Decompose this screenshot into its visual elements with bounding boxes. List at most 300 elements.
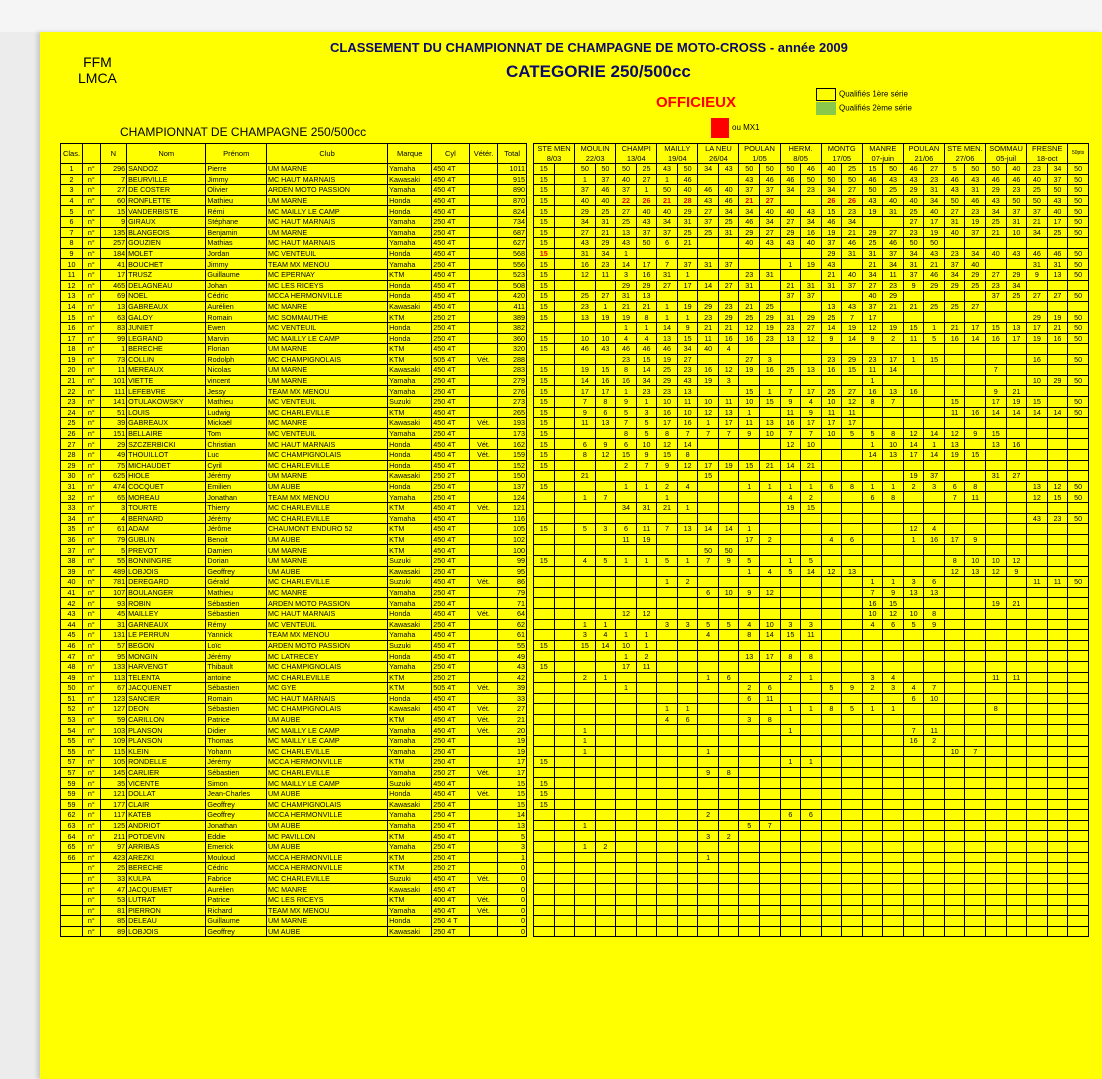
table-row <box>61 555 527 566</box>
score-cell: 15 <box>965 450 986 461</box>
table-row <box>61 598 527 609</box>
score-cell: 23 <box>616 354 637 365</box>
score-cell: 16 <box>862 598 883 609</box>
score-cell <box>986 831 1007 842</box>
score-cell <box>801 714 822 725</box>
score-cell <box>1006 375 1027 386</box>
score-cell: 25 <box>883 185 904 196</box>
cell: UM MARNE <box>266 164 387 175</box>
score-cell <box>924 503 945 514</box>
score-cell <box>760 873 781 884</box>
score-cell <box>534 714 555 725</box>
score-cell <box>924 545 945 556</box>
score-cell: 10 <box>718 587 739 598</box>
cell <box>469 672 498 683</box>
score-cell: 7 <box>862 587 883 598</box>
results-row <box>534 164 1089 175</box>
cell: MC CHARLEVILLE <box>266 460 387 471</box>
score-cell <box>554 916 575 927</box>
score-cell: 16 <box>1027 354 1048 365</box>
score-cell <box>842 789 863 800</box>
score-cell: 15 <box>534 524 555 535</box>
score-cell <box>739 259 760 270</box>
bonus-cell <box>1068 852 1089 863</box>
score-cell <box>657 746 678 757</box>
score-cell: 17 <box>1027 322 1048 333</box>
score-cell: 40 <box>698 344 719 355</box>
cell: 450 4T <box>432 640 469 651</box>
score-cell: 15 <box>842 365 863 376</box>
results-row <box>534 736 1089 747</box>
cell <box>61 916 83 927</box>
cell: SANDOZ <box>127 164 206 175</box>
score-cell: 1 <box>575 746 596 757</box>
cell: 19 <box>61 354 83 365</box>
score-cell: 27 <box>862 280 883 291</box>
score-cell <box>718 810 739 821</box>
score-cell <box>636 778 657 789</box>
cell: 86 <box>498 577 527 588</box>
score-cell <box>986 460 1007 471</box>
score-cell <box>657 534 678 545</box>
score-cell <box>1006 513 1027 524</box>
score-cell <box>1027 926 1048 937</box>
score-cell <box>554 820 575 831</box>
score-cell: 15 <box>534 291 555 302</box>
score-cell <box>575 905 596 916</box>
score-cell <box>1006 789 1027 800</box>
cell: VIETTE <box>127 375 206 386</box>
score-cell <box>636 852 657 863</box>
score-cell: 1 <box>595 672 616 683</box>
score-cell <box>760 450 781 461</box>
score-cell: 19 <box>636 534 657 545</box>
race-name: SOMMAU <box>989 144 1023 154</box>
score-cell <box>1006 714 1027 725</box>
table-row <box>61 227 527 238</box>
results-row <box>534 397 1089 408</box>
score-cell <box>534 873 555 884</box>
score-cell: 29 <box>1047 375 1068 386</box>
score-cell: 15 <box>595 365 616 376</box>
score-cell: 31 <box>616 291 637 302</box>
score-cell <box>575 778 596 789</box>
cell: n° <box>83 598 101 609</box>
cell: 131 <box>100 630 126 641</box>
cell: 489 <box>100 566 126 577</box>
score-cell <box>698 248 719 259</box>
score-cell <box>739 905 760 916</box>
cell: HIOLE <box>127 471 206 482</box>
score-cell: 50 <box>595 164 616 175</box>
score-cell <box>944 513 965 524</box>
score-cell <box>842 810 863 821</box>
score-cell <box>780 852 801 863</box>
cell: SZCZERBICKI <box>127 439 206 450</box>
cell: KTM <box>388 683 432 694</box>
score-cell <box>965 789 986 800</box>
score-cell <box>944 418 965 429</box>
score-cell <box>801 344 822 355</box>
score-cell: 1 <box>780 725 801 736</box>
cell: n° <box>83 873 101 884</box>
score-cell <box>760 842 781 853</box>
cell: 22 <box>61 386 83 397</box>
score-cell <box>965 460 986 471</box>
score-cell <box>903 894 924 905</box>
score-cell <box>616 545 637 556</box>
cell: 870 <box>498 195 527 206</box>
results-row <box>534 789 1089 800</box>
score-cell <box>801 746 822 757</box>
score-cell <box>554 195 575 206</box>
score-cell <box>616 693 637 704</box>
cell <box>469 651 498 662</box>
score-cell <box>1006 661 1027 672</box>
score-cell <box>554 619 575 630</box>
score-cell <box>862 863 883 874</box>
score-cell <box>944 725 965 736</box>
score-cell <box>739 778 760 789</box>
score-cell <box>780 608 801 619</box>
score-cell <box>575 767 596 778</box>
score-cell <box>903 767 924 778</box>
score-cell <box>924 757 945 768</box>
results-row <box>534 524 1089 535</box>
score-cell <box>575 651 596 662</box>
score-cell: 10 <box>883 439 904 450</box>
score-cell <box>718 630 739 641</box>
score-cell: 17 <box>575 386 596 397</box>
cell: 62 <box>498 619 527 630</box>
score-cell <box>903 640 924 651</box>
score-cell <box>718 608 739 619</box>
score-cell <box>862 630 883 641</box>
race-header <box>944 144 985 164</box>
cell: 93 <box>100 598 126 609</box>
cell <box>469 555 498 566</box>
score-cell: 5 <box>780 566 801 577</box>
cell: 265 <box>498 407 527 418</box>
score-cell <box>965 863 986 874</box>
race-name: HERM. <box>788 144 813 154</box>
score-cell <box>842 651 863 662</box>
score-cell <box>1047 884 1068 895</box>
cell: 450 4T <box>432 905 469 916</box>
cell: n° <box>83 693 101 704</box>
score-cell <box>883 725 904 736</box>
cell: GOUZIEN <box>127 238 206 249</box>
score-cell <box>760 291 781 302</box>
cell: 16 <box>61 322 83 333</box>
score-cell: 15 <box>760 397 781 408</box>
score-cell: 7 <box>595 492 616 503</box>
table-row <box>61 926 527 937</box>
score-cell: 27 <box>965 301 986 312</box>
score-cell <box>739 344 760 355</box>
score-cell: 25 <box>903 206 924 217</box>
score-cell: 19 <box>677 301 698 312</box>
table-row <box>61 916 527 927</box>
cell: Kawasaki <box>388 174 432 185</box>
cell: MC MANRE <box>266 587 387 598</box>
score-cell: 15 <box>534 269 555 280</box>
score-cell: 40 <box>616 174 637 185</box>
score-cell <box>862 842 883 853</box>
score-cell: 14 <box>842 333 863 344</box>
score-cell: 31 <box>677 216 698 227</box>
score-cell: 1 <box>595 619 616 630</box>
score-cell <box>554 450 575 461</box>
score-cell: 11 <box>636 661 657 672</box>
score-cell: 37 <box>1027 206 1048 217</box>
score-cell <box>883 524 904 535</box>
score-cell: 14 <box>616 259 637 270</box>
cell: Jérémy <box>206 757 267 768</box>
bonus-cell <box>1068 545 1089 556</box>
score-cell <box>801 301 822 312</box>
cell: n° <box>83 587 101 598</box>
score-cell <box>657 736 678 747</box>
score-cell: 16 <box>903 386 924 397</box>
score-cell <box>903 460 924 471</box>
score-cell: 13 <box>1027 481 1048 492</box>
score-cell: 8 <box>801 651 822 662</box>
score-cell <box>780 598 801 609</box>
score-cell <box>801 852 822 863</box>
cell: n° <box>83 365 101 376</box>
score-cell: 1 <box>801 704 822 715</box>
score-cell: 15 <box>883 598 904 609</box>
score-cell <box>801 195 822 206</box>
score-cell <box>883 916 904 927</box>
cell: BLANGEOIS <box>127 227 206 238</box>
cell: 79 <box>498 587 527 598</box>
score-cell: 11 <box>862 365 883 376</box>
score-cell <box>903 598 924 609</box>
score-cell: 1 <box>677 312 698 323</box>
cell: Honda <box>388 693 432 704</box>
bonus-cell <box>1068 714 1089 725</box>
score-cell <box>554 884 575 895</box>
table-row <box>61 630 527 641</box>
cell: 27 <box>100 185 126 196</box>
score-cell <box>534 651 555 662</box>
score-cell <box>924 598 945 609</box>
score-cell <box>821 894 842 905</box>
score-cell: 16 <box>1047 333 1068 344</box>
score-cell: 7 <box>842 312 863 323</box>
cell: Tom <box>206 428 267 439</box>
cell: Yamaha <box>388 164 432 175</box>
score-cell <box>1027 640 1048 651</box>
cell: LE PERRUN <box>127 630 206 641</box>
cell: 33 <box>498 693 527 704</box>
score-cell: 6 <box>718 672 739 683</box>
cell: Guillaume <box>206 269 267 280</box>
bonus-cell <box>1068 503 1089 514</box>
score-cell: 6 <box>944 481 965 492</box>
score-cell: 16 <box>986 333 1007 344</box>
score-cell <box>986 683 1007 694</box>
score-cell: 12 <box>657 439 678 450</box>
score-cell: 31 <box>780 312 801 323</box>
cell: 51 <box>61 693 83 704</box>
score-cell <box>862 640 883 651</box>
score-cell <box>575 693 596 704</box>
cell: TEAM MX MENOU <box>266 905 387 916</box>
score-cell <box>780 831 801 842</box>
score-cell: 7 <box>698 555 719 566</box>
score-cell <box>718 640 739 651</box>
score-cell: 14 <box>986 407 1007 418</box>
score-cell <box>1006 873 1027 884</box>
cell: n° <box>83 820 101 831</box>
score-cell <box>821 852 842 863</box>
col-header: Marque <box>388 144 432 164</box>
cell: Florian <box>206 344 267 355</box>
score-cell: 21 <box>595 227 616 238</box>
score-cell <box>534 852 555 863</box>
score-cell: 1 <box>575 725 596 736</box>
score-cell <box>677 608 698 619</box>
score-cell <box>944 344 965 355</box>
score-cell: 7 <box>677 428 698 439</box>
score-cell <box>924 291 945 302</box>
score-cell: 25 <box>1027 185 1048 196</box>
score-cell <box>780 248 801 259</box>
cell: 27 <box>61 439 83 450</box>
cell: n° <box>83 683 101 694</box>
score-cell <box>760 863 781 874</box>
results-row <box>534 206 1089 217</box>
bonus-cell <box>1068 778 1089 789</box>
score-cell <box>883 767 904 778</box>
score-cell: 1 <box>862 375 883 386</box>
score-cell <box>739 598 760 609</box>
score-cell: 15 <box>534 428 555 439</box>
table-row <box>61 344 527 355</box>
cell: 450 4T <box>432 725 469 736</box>
results-row <box>534 852 1089 863</box>
score-cell <box>842 450 863 461</box>
cell: 505 4T <box>432 354 469 365</box>
score-cell <box>739 873 760 884</box>
score-cell <box>534 894 555 905</box>
score-cell <box>739 799 760 810</box>
score-cell <box>636 916 657 927</box>
score-cell: 37 <box>575 185 596 196</box>
cell: 0 <box>498 926 527 937</box>
score-cell: 34 <box>903 248 924 259</box>
bonus-cell <box>1068 280 1089 291</box>
score-cell <box>657 672 678 683</box>
score-cell: 2 <box>739 683 760 694</box>
table-row <box>61 757 527 768</box>
cell: n° <box>83 863 101 874</box>
score-cell: 3 <box>760 354 781 365</box>
score-cell <box>986 767 1007 778</box>
score-cell <box>924 852 945 863</box>
score-cell <box>554 386 575 397</box>
score-cell: 15 <box>534 280 555 291</box>
score-cell <box>801 524 822 535</box>
score-cell: 17 <box>595 386 616 397</box>
bonus-cell: 50 <box>1068 375 1089 386</box>
bonus-cell: 50 <box>1068 354 1089 365</box>
score-cell <box>986 873 1007 884</box>
cell: 0 <box>498 894 527 905</box>
score-cell: 15 <box>636 354 657 365</box>
bonus-cell <box>1068 789 1089 800</box>
score-cell <box>636 842 657 853</box>
score-cell: 16 <box>698 365 719 376</box>
score-cell <box>575 608 596 619</box>
cell: Damien <box>206 545 267 556</box>
score-cell <box>924 418 945 429</box>
cell: CARLIER <box>127 767 206 778</box>
cell: 36 <box>61 534 83 545</box>
score-cell: 7 <box>718 428 739 439</box>
cell: 53 <box>100 894 126 905</box>
score-cell: 14 <box>883 365 904 376</box>
score-cell: 27 <box>944 206 965 217</box>
score-cell <box>718 884 739 895</box>
score-cell <box>903 503 924 514</box>
cell: 450 4T <box>432 714 469 725</box>
score-cell <box>842 439 863 450</box>
score-cell: 34 <box>883 259 904 270</box>
score-cell: 19 <box>698 375 719 386</box>
table-row <box>61 608 527 619</box>
score-cell <box>986 736 1007 747</box>
score-cell: 9 <box>986 386 1007 397</box>
score-cell <box>903 778 924 789</box>
score-cell <box>1006 746 1027 757</box>
score-cell <box>718 873 739 884</box>
score-cell: 37 <box>657 227 678 238</box>
score-cell <box>534 693 555 704</box>
score-cell: 15 <box>924 354 945 365</box>
cell: Honda <box>388 195 432 206</box>
cell: MAILLEY <box>127 608 206 619</box>
cell: 450 4T <box>432 545 469 556</box>
score-cell <box>986 375 1007 386</box>
cell: MC MAILLY LE CAMP <box>266 736 387 747</box>
cell: n° <box>83 640 101 651</box>
score-cell <box>698 842 719 853</box>
score-cell <box>554 736 575 747</box>
results-row <box>534 630 1089 641</box>
score-cell: 43 <box>924 248 945 259</box>
score-cell <box>575 545 596 556</box>
score-cell <box>760 545 781 556</box>
score-cell <box>903 291 924 302</box>
score-cell <box>718 534 739 545</box>
score-cell: 37 <box>780 291 801 302</box>
score-cell <box>883 312 904 323</box>
score-cell: 46 <box>739 216 760 227</box>
results-row <box>534 216 1089 227</box>
score-cell <box>616 767 637 778</box>
cell: Yamaha <box>388 375 432 386</box>
score-cell <box>965 810 986 821</box>
score-cell: 46 <box>1047 248 1068 259</box>
score-cell <box>554 397 575 408</box>
score-cell: 14 <box>595 640 616 651</box>
score-cell: 7 <box>780 428 801 439</box>
cell <box>469 926 498 937</box>
